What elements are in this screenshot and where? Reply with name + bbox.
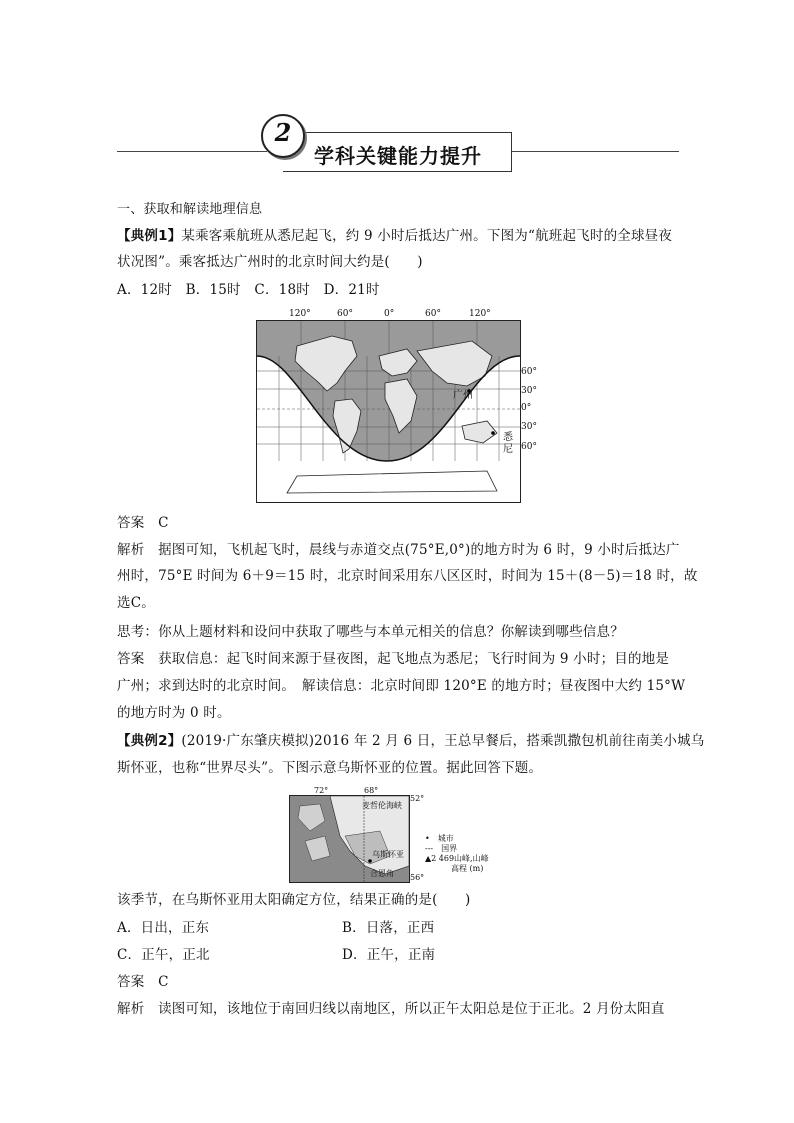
- ex2-option-d: D．正午，正南: [342, 947, 436, 963]
- sydney-dot: [491, 431, 495, 435]
- map1-top-lon-5: 120°: [469, 309, 491, 319]
- map2-strait: 麦哲伦海峡: [362, 801, 402, 810]
- map2-lon-2: 68°: [364, 786, 379, 795]
- legend-elev-label: 高程 (m): [451, 864, 484, 873]
- map1-top-lon-2: 60°: [337, 309, 353, 319]
- map2-lat-2: 56°: [410, 873, 425, 882]
- think-answer-2: 广州；求到达时的北京时间。 解读信息：北京时间即 120°E 的地方时；昼夜图中大约 15°W: [117, 678, 686, 694]
- legend-city: [425, 834, 489, 844]
- header-rule-right: [512, 151, 679, 152]
- ex1-line2: 状况图”。乘客抵达广州时的北京时间大约是( ): [117, 254, 423, 270]
- ex2-analysis-1: 解析 读图可知，该地位于南回归线以南地区，所以正午太阳总是位于正北。2 月份太阳直: [117, 1001, 665, 1017]
- ex1-label: 【典例1】: [117, 228, 182, 244]
- ex1-analysis-1: 解析 据图可知，飞机起飞时，晨线与赤道交点(75°E,0°)的地方时为 6 时，9 小时后抵达广: [117, 542, 680, 558]
- map1-top-lon-3: 0°: [384, 309, 395, 319]
- ex2-option-c: C．正午，正北: [117, 947, 210, 963]
- map2-lat-1: 52°: [410, 794, 425, 803]
- map1-top-lon-4: 60°: [425, 309, 441, 319]
- legend-border-symbol: ---: [425, 844, 442, 853]
- ex1-options: A．12时 B．15时 C．18时 D．21时: [117, 282, 380, 298]
- header-rule-left: [117, 151, 267, 152]
- think-question: 思考：你从上题材料和设问中获取了哪些与本单元相关的信息？你解读到哪些信息？: [117, 624, 624, 640]
- map1-lat-3: 0°: [521, 403, 532, 413]
- think-answer-3: 的地方时为 0 时。: [117, 705, 231, 721]
- map1-city-sydney-1: 悉: [503, 432, 513, 443]
- ex1-answer: 答案 C: [117, 515, 169, 531]
- ex1-line1: [117, 226, 679, 246]
- legend-elev: [425, 864, 489, 874]
- section-heading: 一、获取和解读地理信息: [117, 202, 263, 217]
- map1-day-night: [256, 320, 521, 503]
- legend-border: [425, 844, 489, 854]
- header-number: 2: [274, 118, 292, 147]
- map2-city: 乌斯怀亚: [372, 850, 404, 859]
- legend-peak-label: 2 469山峰,山峰: [431, 854, 489, 863]
- legend-border-label: 国界: [441, 844, 458, 853]
- legend-peak: [425, 854, 489, 864]
- legend-city-label: 城市: [437, 834, 454, 843]
- ex1-analysis-3: 选C。: [117, 595, 155, 611]
- map1-lat-1: 60°: [521, 367, 537, 377]
- ex2-line1: [117, 731, 705, 751]
- map2-lon-1: 72°: [314, 786, 329, 795]
- ex1-text1: 某乘客乘航班从悉尼起飞，约 9 小时后抵达广州。下图为“航班起飞时的全球昼夜: [181, 228, 673, 244]
- map1-city-sydney-2: 尼: [503, 444, 513, 455]
- ex2-question: 该季节，在乌斯怀亚用太阳确定方位，结果正确的是( ): [117, 892, 471, 908]
- map2-cape: 合恩角: [370, 869, 394, 878]
- ex2-label: 【典例2】: [117, 733, 182, 749]
- ex2-text1: (2019·广东肇庆模拟)2016 年 2 月 6 日，王总早餐后，搭乘凯撒包机前往南美小城乌: [181, 733, 705, 749]
- legend-peak-symbol: ▲: [425, 854, 432, 863]
- map1-lat-4: 30°: [521, 422, 537, 432]
- map1-lat-2: 30°: [521, 386, 537, 396]
- map2-legend: [425, 834, 489, 874]
- header-title: 学科关键能力提升: [314, 144, 482, 168]
- map1-lat-5: 60°: [521, 442, 537, 452]
- ex2-option-b: B．日落，正西: [342, 920, 435, 936]
- map1-top-lon-1: 120°: [289, 309, 311, 319]
- ex2-line2: 斯怀亚，也称“世界尽头”。下图示意乌斯怀亚的位置。据此回答下题。: [117, 760, 543, 776]
- ex2-answer: 答案 C: [117, 974, 169, 990]
- map1-svg: [257, 321, 520, 502]
- map1-city-guangzhou: 广州: [453, 390, 473, 401]
- ex1-analysis-2: 州时，75°E 时间为 6＋9＝15 时，北京时间采用东八区区时，时间为 15＋(8－5)＝18 时，故: [117, 568, 698, 584]
- legend-city-symbol: •: [425, 834, 438, 843]
- ex2-option-a: A．日出，正东: [117, 920, 210, 936]
- think-answer-1: 答案 获取信息：起飞时间来源于昼夜图，起飞地点为悉尼；飞行时间为 9 小时；目的地是: [117, 651, 670, 667]
